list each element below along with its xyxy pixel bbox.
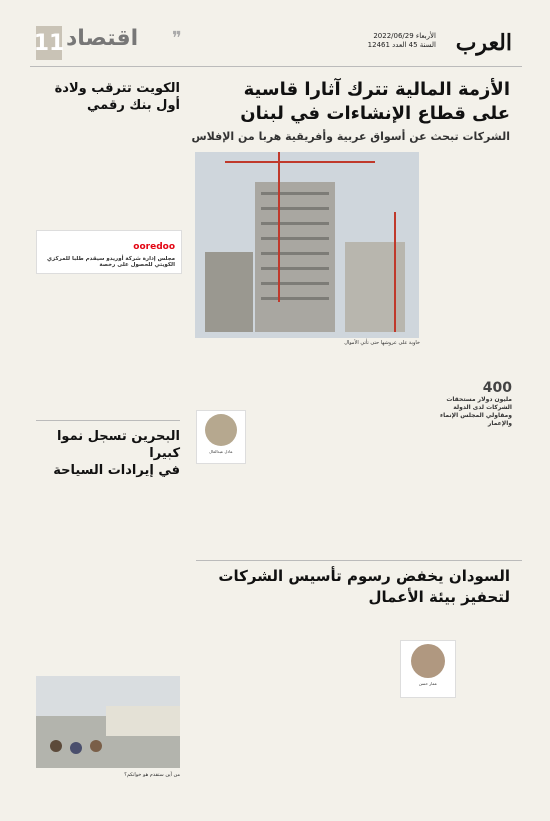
stat-number: 400 <box>482 380 512 396</box>
main-headline-line-1: الأزمة المالية تترك آثارا قاسية <box>243 79 510 100</box>
bahrain-photo <box>36 676 180 768</box>
main-headline-line-2: على قطاع الإنشاءات في لبنان <box>240 103 510 124</box>
kuwait-headline-line-1: الكويت تترقب ولادة <box>54 81 180 96</box>
masthead-divider <box>30 66 522 67</box>
quote-mark-icon: ❞ <box>172 28 182 49</box>
kuwait-body <box>36 128 180 228</box>
page-number-badge: 11 <box>36 26 62 60</box>
author-box <box>196 410 246 464</box>
main-subhead: الشركات تبحث عن أسواق عربية وأفريقية هربا من الإفلاس <box>191 130 510 143</box>
tourism-illustration <box>36 676 180 768</box>
construction-photo <box>195 152 419 338</box>
bahrain-divider <box>36 420 180 421</box>
sudan-headline-line-2: لتحفيز بيئة الأعمال <box>368 588 510 606</box>
date-text: الأربعاء 2022/06/29 <box>373 32 436 40</box>
sudan-divider <box>196 560 522 561</box>
main-headline <box>210 78 510 126</box>
sudan-headline-line-1: السودان يخفض رسوم تأسيس الشركات <box>218 567 510 585</box>
newspaper-logo: العرب <box>455 30 512 56</box>
bahrain-headline <box>36 428 180 479</box>
ooredoo-logo: ooredoo <box>133 242 175 252</box>
sudan-author-box <box>400 640 456 698</box>
author-name: عادل عبدالعال <box>209 449 233 454</box>
construction-illustration <box>195 152 419 338</box>
sudan-headline <box>210 566 510 608</box>
stat-text: مليون دولار مستحقات الشركات لدى الدولة ومقاولي المجلس الإنماء والإعمار <box>440 396 512 427</box>
bahrain-body <box>36 476 180 672</box>
ooredoo-box <box>36 230 182 274</box>
bahrain-headline-line-1: البحرين تسجل نموا كبيرا <box>56 429 180 461</box>
sudan-author-name: عمار حسن <box>418 681 438 686</box>
issue-text: السنة 45 العدد 12461 <box>367 41 436 49</box>
kuwait-headline-line-2: أول بنك رقمي <box>86 98 180 113</box>
ooredoo-text: مجلس إدارة شركة أوريدو سيقدم طلبا للمركزي الكويتي للحصول على رخصة <box>46 256 175 268</box>
kuwait-body-2 <box>36 276 180 416</box>
kuwait-headline <box>36 80 180 114</box>
dateline <box>368 32 436 50</box>
sudan-author-avatar <box>411 644 445 678</box>
sudan-body <box>196 618 522 788</box>
stat-box <box>438 380 512 428</box>
author-avatar <box>205 414 237 446</box>
bahrain-photo-caption: من أين ستقدم هو خواتكم؟ <box>124 772 180 778</box>
main-photo-caption: خاوية على عروشها حتى تأتي الأموال <box>344 340 420 346</box>
section-title: اقتصاد <box>66 26 139 51</box>
bahrain-headline-line-2: في إيرادات السياحة <box>53 463 180 478</box>
